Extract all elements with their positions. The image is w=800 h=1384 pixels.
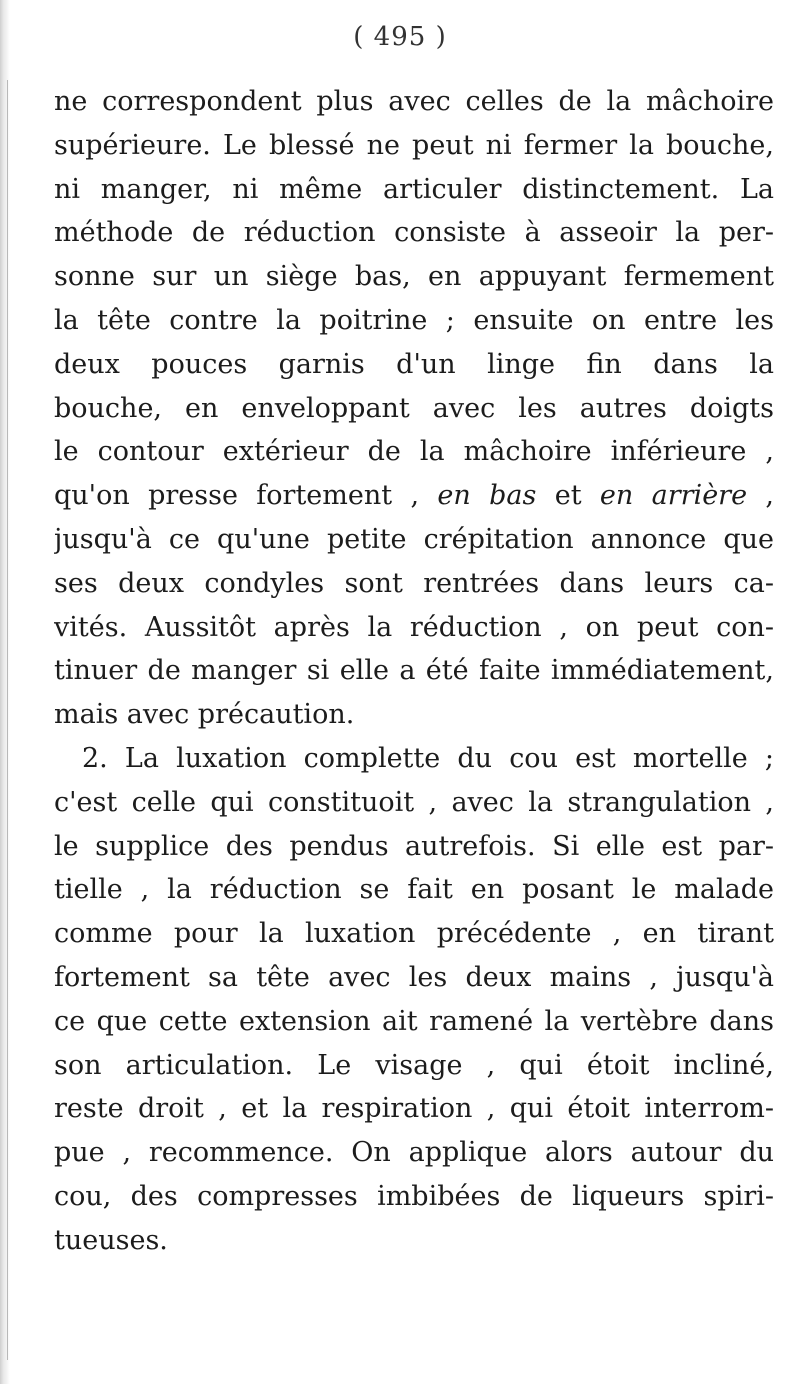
text-line: deux pouces garnis d'un linge fin dans la <box>54 348 774 380</box>
text-line: pue , recommence. On applique alors autour du <box>54 1137 774 1169</box>
page-number: ( 495 ) <box>353 22 447 52</box>
text-line: supérieure. Le blessé ne peut ni fermer la bouche, <box>54 129 774 161</box>
text-line: vités. Aussitôt après la réduction , on peut con- <box>54 611 774 643</box>
text-run: et <box>536 480 600 512</box>
text-run: , <box>747 480 774 512</box>
text-line: tinuer de manger si elle a été faite immédiatement, <box>54 655 774 687</box>
text-line: le contour extérieur de la mâchoire inférieure , <box>54 436 774 468</box>
text-line: tielle , la réduction se fait en posant le malade <box>54 874 774 906</box>
text-line: mais avec précaution. <box>54 699 355 731</box>
text-line: méthode de réduction consiste à asseoir la per- <box>54 217 774 249</box>
text-line-with-italics <box>54 474 774 518</box>
italic-phrase: en arrière <box>599 480 748 512</box>
body-text <box>54 80 774 1263</box>
text-line: le supplice des pendus autrefois. Si elle est par- <box>54 830 774 862</box>
italic-phrase: en bas <box>437 480 537 512</box>
text-line: ses deux condyles sont rentrées dans leurs ca- <box>54 567 774 599</box>
text-line: comme pour la luxation précédente , en tirant <box>54 918 774 950</box>
text-line: reste droit , et la respiration , qui étoit interrom- <box>54 1093 774 1125</box>
text-line: c'est celle qui constituoit , avec la strangulation , <box>54 786 774 818</box>
text-line: ne correspondent plus avec celles de la mâchoire <box>54 86 774 117</box>
page-edge-shadow <box>0 0 10 1384</box>
text-run: qu'on presse fortement , <box>54 480 438 512</box>
text-line: la tête contre la poitrine ; ensuite on entre les <box>54 304 774 336</box>
text-line: ni manger, ni même articuler distinctement. La <box>54 173 774 205</box>
text-line: bouche, en enveloppant avec les autres doigts <box>54 392 774 424</box>
page-margin-rule <box>7 80 8 1360</box>
text-line: cou, des compresses imbibées de liqueurs spiri- <box>54 1180 774 1212</box>
text-line: tueuses. <box>54 1224 168 1256</box>
text-line: ce que cette extension ait ramené la vertèbre dans <box>54 1005 774 1037</box>
text-line: jusqu'à ce qu'une petite crépitation annonce que <box>54 523 774 555</box>
paragraph-start-line: 2. La luxation complette du cou est mortelle ; <box>82 742 774 774</box>
text-line: son articulation. Le visage , qui étoit incliné, <box>54 1049 774 1081</box>
text-line: fortement sa tête avec les deux mains , jusqu'à <box>54 961 774 993</box>
text-line: sonne sur un siège bas, en appuyant fermement <box>54 261 774 293</box>
